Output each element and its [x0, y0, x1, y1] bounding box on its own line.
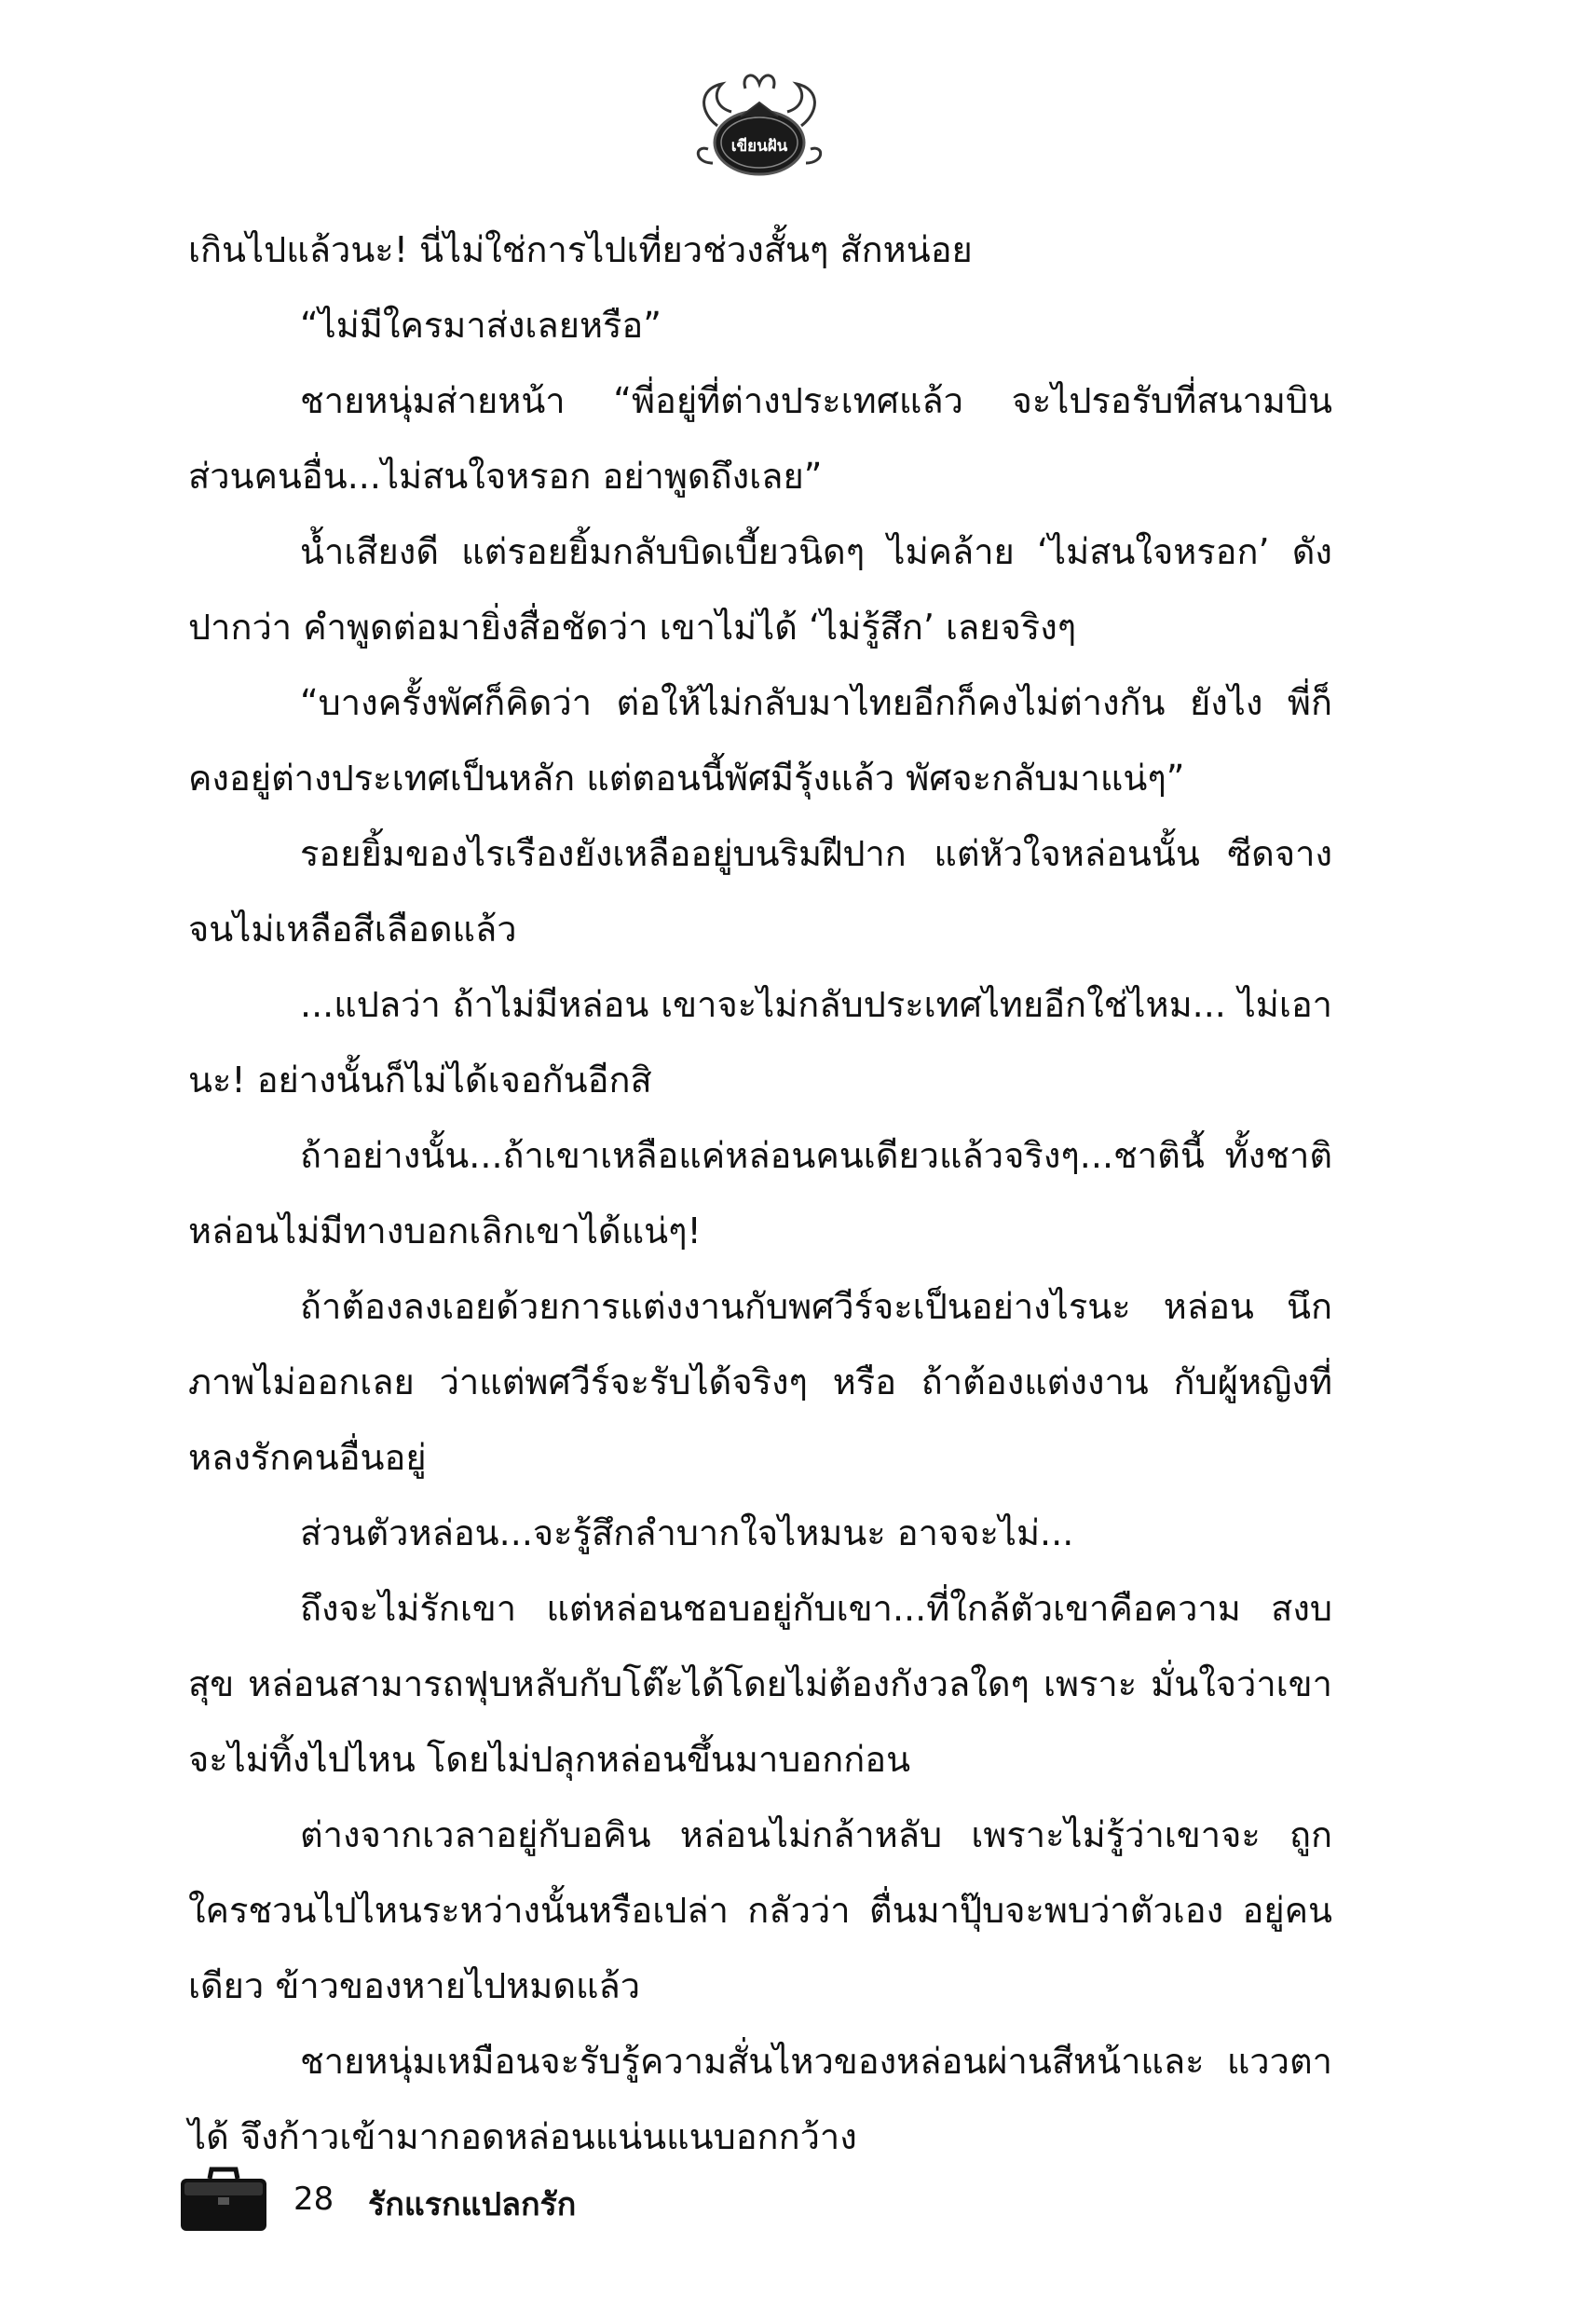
paragraph: “บางครั้งพัศก็คิดว่า ต่อให้ไม่กลับมาไทยอีกก็คงไม่ต่างกัน ยังไง พี่ก็คงอยู่ต่างประเทศเป็นหลัก แต่ตอนนี้พัศมีรุ้งแล้ว พัศจะกลับมาแน่ๆ”: [188, 682, 1332, 799]
chapter-text: [188, 212, 1332, 2175]
paragraph: ถ้าต้องลงเอยด้วยการแต่งงานกับพศวีร์จะเป็นอย่างไรนะ หล่อน นึกภาพไม่ออกเลย ว่าแต่พศวีร์จะรับได้จริงๆ หรือ ถ้าต้องแต่งงาน กับผู้หญิงที่หลงรักคนอื่นอยู่: [188, 1286, 1332, 1478]
paragraph: ต่างจากเวลาอยู่กับอคิน หล่อนไม่กล้าหลับ เพราะไม่รู้ว่าเขาจะ ถูกใครชวนไปไหนระหว่างนั้นหรือเปล่า กลัวว่า ตื่นมาปุ๊บจะพบว่าตัวเอง อยู่คนเดียว ข้าวของหายไปหมดแล้ว: [188, 1814, 1332, 2006]
publisher-logo: [689, 61, 829, 182]
paragraph: ...แปลว่า ถ้าไม่มีหล่อน เขาจะไม่กลับประเทศไทยอีกใช่ไหม... ไม่เอานะ! อย่างนั้นก็ไม่ได้เจอกันอีกสิ: [188, 984, 1332, 1101]
paragraph: ชายหนุ่มส่ายหน้า “พี่อยู่ที่ต่างประเทศแล้ว จะไปรอรับที่สนามบิน ส่วนคนอื่น...ไม่สนใจหรอก อย่าพูดถึงเลย”: [188, 380, 1332, 497]
paragraph: ส่วนตัวหล่อน...จะรู้สึกลำบากใจไหมนะ อาจจะไม่...: [300, 1512, 1074, 1553]
paragraph: ถึงจะไม่รักเขา แต่หล่อนชอบอยู่กับเขา...ที่ใกล้ตัวเขาคือความ สงบสุข หล่อนสามารถฟุบหลับกับโต๊ะได้โดยไม่ต้องกังวลใดๆ เพราะ มั่นใจว่าเขาจะไม่ทิ้งไปไหน โดยไม่ปลุกหล่อนขึ้นมาบอกก่อน: [188, 1588, 1332, 1780]
paragraph: น้ำเสียงดี แต่รอยยิ้มกลับบิดเบี้ยวนิดๆ ไม่คล้าย ‘ไม่สนใจหรอก’ ดังปากว่า คำพูดต่อมายิ่งสื่อชัดว่า เขาไม่ได้ ‘ไม่รู้สึก’ เลยจริงๆ: [188, 531, 1332, 648]
book-title: รักแรกแปลกรัก: [368, 2186, 577, 2223]
ornamental-crest-icon: [689, 61, 829, 182]
paragraph: เกินไปแล้วนะ! นี่ไม่ใช่การไปเที่ยวช่วงสั้นๆ สักหน่อย: [188, 229, 973, 270]
page-number: 28: [293, 2181, 334, 2218]
paragraph: “ไม่มีใครมาส่งเลยหรือ”: [300, 305, 662, 346]
paragraph: ชายหนุ่มเหมือนจะรับรู้ความสั่นไหวของหล่อนผ่านสีหน้าและ แววตาได้ จึงก้าวเข้ามากอดหล่อนแน่นแนบอกกว้าง: [188, 2041, 1332, 2157]
logo-text: เขียนฝัน: [730, 137, 788, 156]
paragraph: ถ้าอย่างนั้น...ถ้าเขาเหลือแค่หล่อนคนเดียวแล้วจริงๆ...ชาตินี้ ทั้งชาติ หล่อนไม่มีทางบอกเลิกเขาได้แน่ๆ!: [188, 1135, 1332, 1251]
paragraph: รอยยิ้มของไรเรืองยังเหลืออยู่บนริมฝีปาก แต่หัวใจหล่อนนั้น ซีดจางจนไม่เหลือสีเลือดแล้ว: [188, 833, 1332, 950]
briefcase-icon: [177, 2162, 270, 2236]
page-footer: [177, 2162, 736, 2236]
